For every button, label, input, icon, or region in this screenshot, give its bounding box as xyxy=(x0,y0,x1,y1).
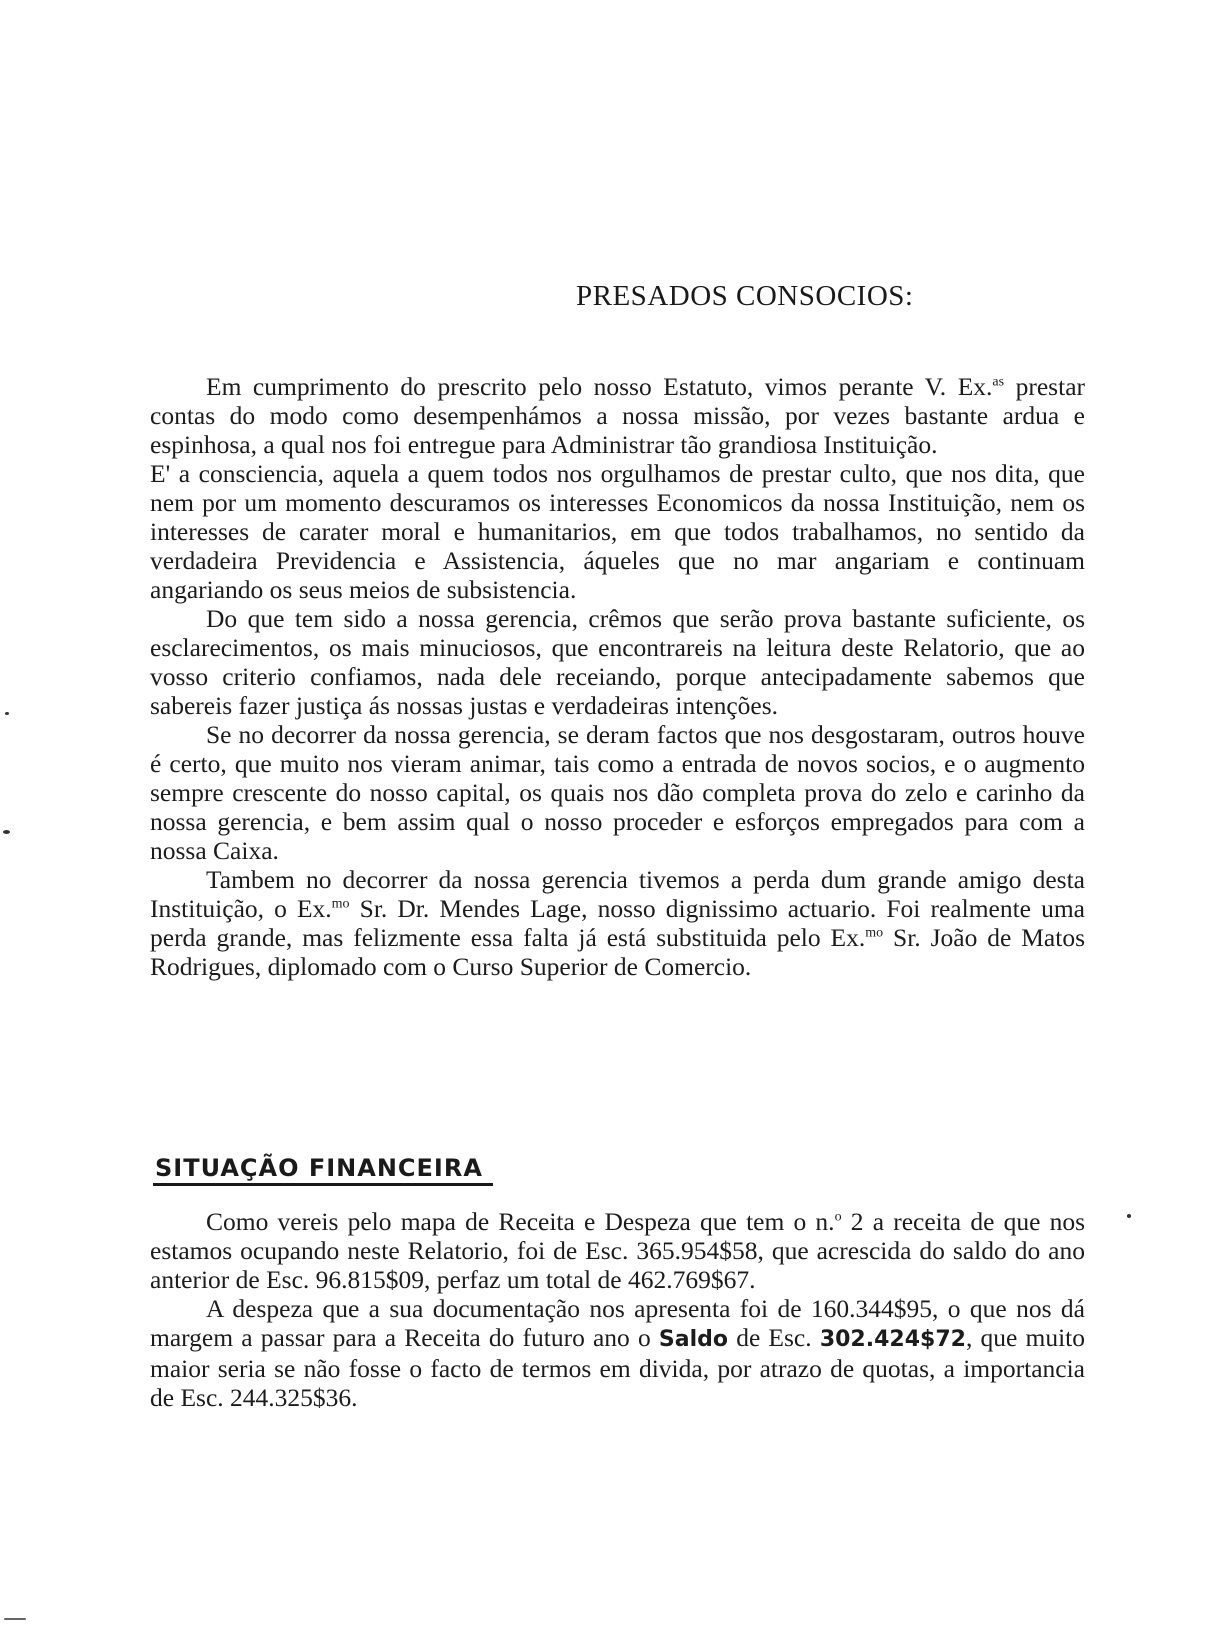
intro-paragraph-2: E' a consciencia, aquela a quem todos nos orgulhamos de prestar culto, que nos dita, que nem por um momento descuramos os interesses Economicos da nossa Instituição, nem os interesses de carater moral e humanitarios, em que todos trabalhamos, no sentido da verdadeira Previdencia e Assistencia, áqueles que no mar angariam e continuam angariando os seus meios de subsistencia. xyxy=(150,459,1085,604)
finance-p2-text-a: A despeza que a sua documentação nos apresenta foi de 160.344$95, o que nos dá margem a passar para a Receita do futuro ano o xyxy=(150,1294,1085,1352)
intro-p5-text-a: Tambem no decorrer da nossa gerencia tivemos a perda dum grande amigo desta Instituição, o Ex. xyxy=(150,865,1085,923)
scan-speck xyxy=(4,1618,26,1620)
finance-p2-text-b: de Esc. xyxy=(728,1323,820,1352)
intro-paragraph-3: Do que tem sido a nossa gerencia, crêmos que serão prova bastante suficiente, os esclarecimentos, os mais minuciosos, que encontrareis na leitura deste Relatorio, que ao vosso criterio confiamos, nada dele receiando, porque antecipadamente sabemos que sabereis fazer justiça ás nossas justas e verdadeiras intenções. xyxy=(150,604,1085,720)
intro-p1-superscript: as xyxy=(992,374,1005,390)
scan-speck xyxy=(1127,1214,1131,1218)
intro-p1-text-b: prestar contas do modo como desempenhámos a nossa missão, por vezes bastante ardua e espinhosa, a qual nos foi entregue para Administrar tão grandiosa Instituição. xyxy=(150,372,1085,459)
saldo-label: Saldo xyxy=(658,1327,729,1352)
finance-p2-text-c: , que muito maior seria se não fosse o facto de termos em divida, por atrazo de quotas, a importancia de Esc. 244.325$36. xyxy=(150,1323,1086,1412)
intro-p5-superscript-2: mo xyxy=(865,925,884,941)
saldo-value: 302.424$72 xyxy=(819,1327,966,1352)
scan-speck xyxy=(5,712,9,715)
finance-p1-text-b: 2 a receita de que nos estamos ocupando neste Relatorio, foi de Esc. 365.954$58, que acrescida do saldo do ano anterior de Esc. 96.815$09, perfaz um total de 462.769$67. xyxy=(150,1207,1086,1294)
scan-speck xyxy=(3,830,10,834)
finance-paragraph-2 xyxy=(150,1294,1085,1412)
finance-section xyxy=(150,1207,1085,1412)
intro-p1-text-a: Em cumprimento do prescrito pelo nosso Estatuto, vimos perante V. Ex. xyxy=(206,372,993,401)
intro-p5-text-b: Sr. Dr. Mendes Lage, nosso dignissimo actuario. Foi realmente uma perda grande, mas felizmente essa falta já está substituida pelo Ex. xyxy=(150,894,1085,952)
intro-section xyxy=(150,372,1085,981)
finance-p1-superscript: o xyxy=(834,1209,842,1225)
intro-paragraph-5 xyxy=(150,865,1085,981)
finance-p1-text-a: Como vereis pelo mapa de Receita e Despeza que tem o n. xyxy=(206,1207,835,1236)
section-title: SITUAÇÃO FINANCEIRA xyxy=(155,1154,483,1182)
intro-p5-text-c: Sr. João de Matos Rodrigues, diplomado com o Curso Superior de Comercio. xyxy=(150,923,1085,981)
intro-paragraph-1 xyxy=(150,372,1085,459)
page-heading: PRESADOS CONSOCIOS: xyxy=(576,280,914,312)
section-title-underline xyxy=(153,1183,493,1186)
intro-p5-superscript-1: mo xyxy=(331,896,350,912)
intro-paragraph-4: Se no decorrer da nossa gerencia, se deram factos que nos desgostaram, outros houve é certo, que muito nos vieram animar, tais como a entrada de novos socios, e o augmento sempre crescente do nosso capital, os quais nos dão completa prova do zelo e carinho da nossa gerencia, e bem assim qual o nosso proceder e esforços empregados para com a nossa Caixa. xyxy=(150,720,1085,865)
finance-paragraph-1 xyxy=(150,1207,1085,1294)
